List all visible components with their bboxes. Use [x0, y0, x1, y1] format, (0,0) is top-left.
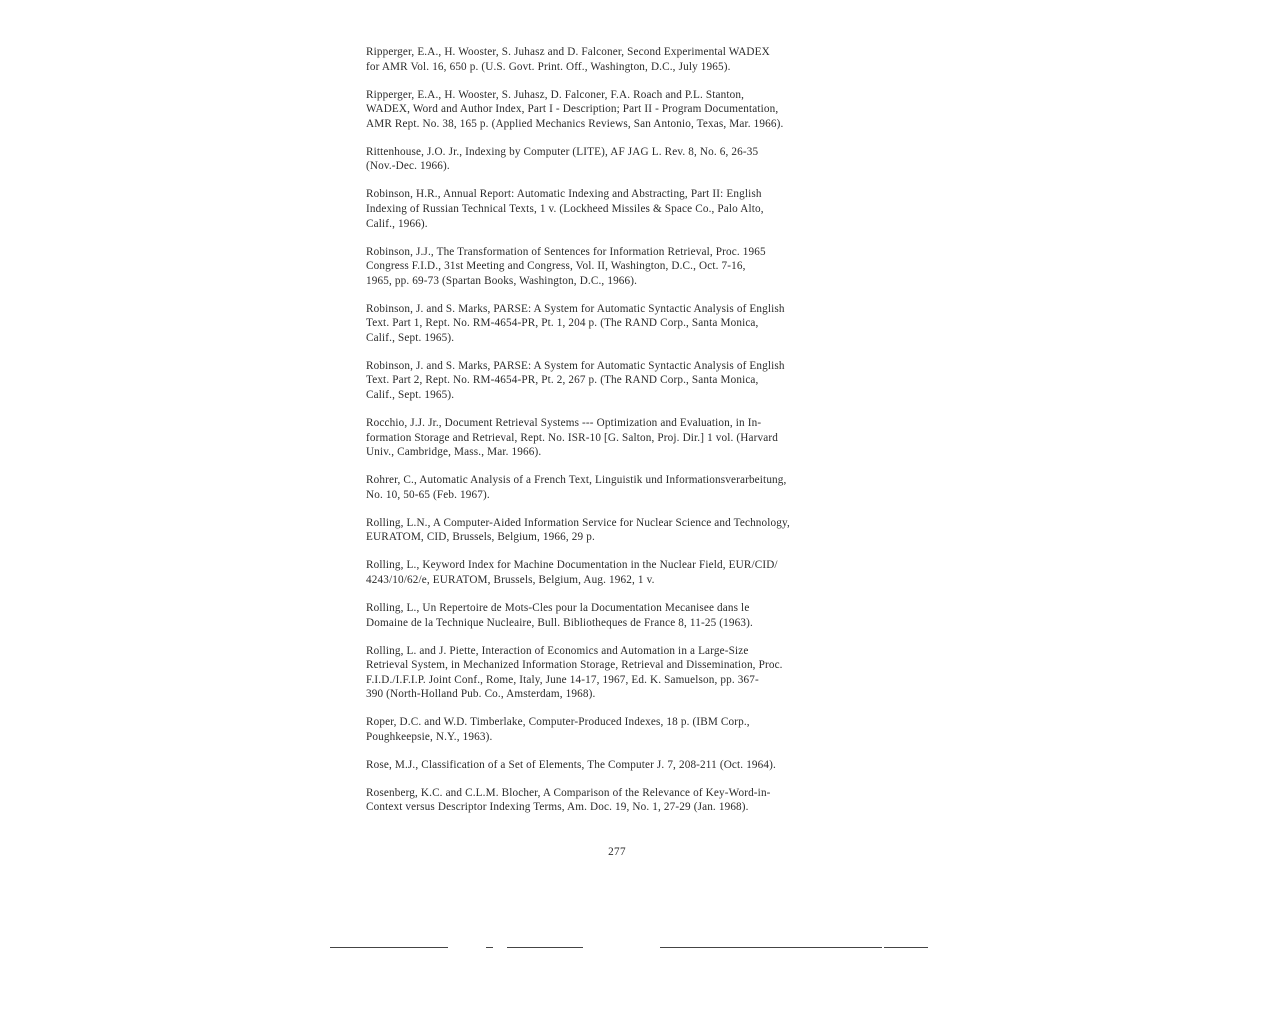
- reference-line: formation Storage and Retrieval, Rept. No. ISR-10 [G. Salton, Proj. Dir.] 1 vol. (Harvard: [366, 431, 778, 444]
- reference-line: Calif., 1966).: [366, 217, 428, 230]
- reference-entry: [366, 715, 886, 744]
- reference-line: Univ., Cambridge, Mass., Mar. 1966).: [366, 446, 542, 459]
- reference-line: Roper, D.C. and W.D. Timberlake, Computer-Produced Indexes, 18 p. (IBM Corp.,: [366, 716, 750, 729]
- reference-line: Poughkeepsie, N.Y., 1963).: [366, 730, 493, 743]
- reference-line: Rolling, L., Un Repertoire de Mots-Cles pour la Documentation Mecanisee dans le: [366, 601, 750, 614]
- reference-entry: [366, 558, 886, 587]
- reference-line: WADEX, Word and Author Index, Part I - Description; Part II - Program Documentation,: [366, 103, 779, 116]
- reference-line: Rosenberg, K.C. and C.L.M. Blocher, A Comparison of the Relevance of Key-Word-in-: [366, 786, 771, 799]
- reference-line: Ripperger, E.A., H. Wooster, S. Juhasz, D. Falconer, F.A. Roach and P.L. Stanton,: [366, 88, 745, 101]
- reference-line: AMR Rept. No. 38, 165 p. (Applied Mechanics Reviews, San Antonio, Texas, Mar. 1966).: [366, 117, 784, 130]
- reference-line: Rolling, L.N., A Computer-Aided Information Service for Nuclear Science and Technology,: [366, 516, 791, 529]
- reference-entry: [366, 302, 886, 346]
- reference-line: Robinson, J. and S. Marks, PARSE: A System for Automatic Syntactic Analysis of English: [366, 359, 785, 372]
- reference-line: Rohrer, C., Automatic Analysis of a French Text, Linguistik und Informationsverarbeitung,: [366, 474, 787, 487]
- reference-line: Congress F.I.D., 31st Meeting and Congress, Vol. II, Washington, D.C., Oct. 7-16,: [366, 260, 746, 273]
- reference-entry: [366, 145, 886, 174]
- reference-line: (Nov.-Dec. 1966).: [366, 160, 450, 173]
- reference-entry: [366, 45, 886, 74]
- footer-rule: [884, 947, 928, 948]
- reference-entry: [366, 516, 886, 545]
- reference-line: Domaine de la Technique Nucleaire, Bull. Bibliotheques de France 8, 11-25 (1963).: [366, 616, 753, 629]
- reference-line: Robinson, J. and S. Marks, PARSE: A System for Automatic Syntactic Analysis of English: [366, 302, 785, 315]
- reference-line: 390 (North-Holland Pub. Co., Amsterdam, 1968).: [366, 688, 596, 701]
- reference-line: Rose, M.J., Classification of a Set of Elements, The Computer J. 7, 208-211 (Oct. 1964).: [366, 758, 776, 771]
- reference-line: Ripperger, E.A., H. Wooster, S. Juhasz and D. Falconer, Second Experimental WADEX: [366, 46, 770, 58]
- reference-entry: [366, 359, 886, 403]
- reference-line: Robinson, H.R., Annual Report: Automatic Indexing and Abstracting, Part II: English: [366, 188, 762, 201]
- reference-line: Text. Part 1, Rept. No. RM-4654-PR, Pt. 1, 204 p. (The RAND Corp., Santa Monica,: [366, 317, 759, 330]
- reference-line: Indexing of Russian Technical Texts, 1 v. (Lockheed Missiles & Space Co., Palo Alto,: [366, 202, 764, 215]
- footer-rule: [486, 947, 493, 948]
- reference-line: Context versus Descriptor Indexing Terms, Am. Doc. 19, No. 1, 27-29 (Jan. 1968).: [366, 801, 749, 814]
- reference-entry: [366, 473, 886, 502]
- reference-line: F.I.D./I.F.I.P. Joint Conf., Rome, Italy, June 14-17, 1967, Ed. K. Samuelson, pp. 367-: [366, 673, 759, 686]
- reference-line: EURATOM, CID, Brussels, Belgium, 1966, 29 p.: [366, 531, 595, 544]
- footer-rule: [507, 947, 583, 948]
- reference-line: Rocchio, J.J. Jr., Document Retrieval Systems --- Optimization and Evaluation, in In-: [366, 417, 762, 430]
- reference-line: Text. Part 2, Rept. No. RM-4654-PR, Pt. 2, 267 p. (The RAND Corp., Santa Monica,: [366, 374, 759, 387]
- reference-entry: [366, 786, 886, 815]
- reference-line: Robinson, J.J., The Transformation of Sentences for Information Retrieval, Proc. 1965: [366, 245, 766, 258]
- reference-entry: [366, 88, 886, 132]
- reference-line: for AMR Vol. 16, 650 p. (U.S. Govt. Print. Off., Washington, D.C., July 1965).: [366, 60, 731, 73]
- footer-rule: [660, 947, 882, 948]
- reference-line: Calif., Sept. 1965).: [366, 331, 455, 344]
- reference-entry: [366, 601, 886, 630]
- reference-line: Rolling, L., Keyword Index for Machine Documentation in the Nuclear Field, EUR/CID/: [366, 559, 778, 572]
- reference-entry: [366, 644, 886, 702]
- reference-entry: [366, 187, 886, 231]
- reference-line: Retrieval System, in Mechanized Information Storage, Retrieval and Dissemination, Proc.: [366, 659, 783, 672]
- reference-entry: [366, 245, 886, 289]
- reference-line: 1965, pp. 69-73 (Spartan Books, Washington, D.C., 1966).: [366, 274, 638, 287]
- reference-line: Rittenhouse, J.O. Jr., Indexing by Computer (LITE), AF JAG L. Rev. 8, No. 6, 26-35: [366, 145, 759, 158]
- reference-line: No. 10, 50-65 (Feb. 1967).: [366, 488, 490, 501]
- reference-line: 4243/10/62/e, EURATOM, Brussels, Belgium, Aug. 1962, 1 v.: [366, 573, 655, 586]
- footer-rule: [330, 947, 448, 948]
- page-number: 277: [608, 846, 626, 858]
- reference-line: Calif., Sept. 1965).: [366, 389, 455, 402]
- reference-list: [366, 45, 886, 828]
- reference-line: Rolling, L. and J. Piette, Interaction of Economics and Automation in a Large-Size: [366, 644, 749, 657]
- reference-entry: [366, 416, 886, 460]
- reference-entry: [366, 758, 886, 773]
